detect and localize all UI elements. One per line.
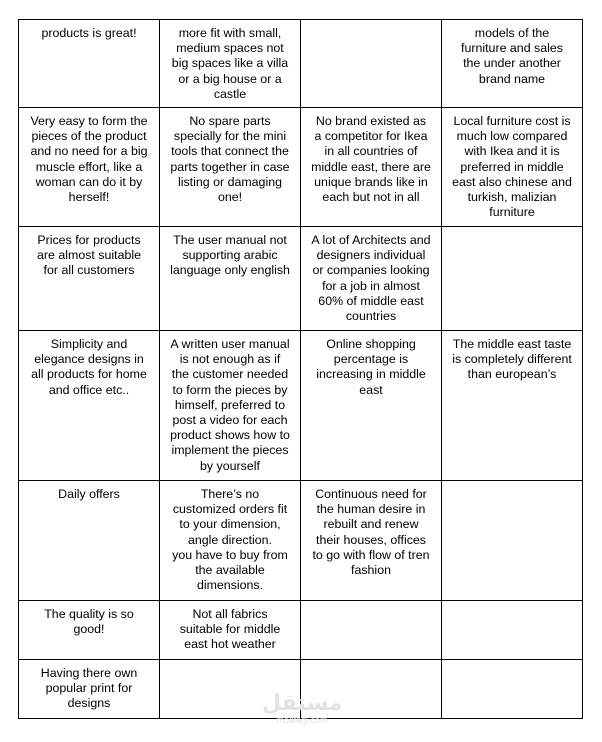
watermark-arabic: مستقل xyxy=(262,691,343,716)
table-cell: Simplicity and elegance designs in all products for home and office etc.. xyxy=(19,331,160,481)
table-cell xyxy=(301,601,442,660)
table-cell: Very easy to form the pieces of the product and no need for a big muscle effort, like a woman can do it by herself! xyxy=(19,108,160,227)
table-cell: Prices for products are almost suitable for all customers xyxy=(19,227,160,331)
table-cell: The middle east taste is completely different than european’s xyxy=(442,331,583,481)
table-cell xyxy=(442,601,583,660)
swot-table xyxy=(18,19,583,719)
table-row xyxy=(19,108,583,227)
table-cell: Having there own popular print for designs xyxy=(19,660,160,719)
table-row xyxy=(19,331,583,481)
table-cell xyxy=(442,660,583,719)
watermark-latin: mostaql.com xyxy=(276,715,328,725)
table-cell: Continuous need for the human desire in rebuilt and renew their houses, offices to go with flow of tren fashion xyxy=(301,481,442,601)
table-cell: A written user manual is not enough as if the customer needed to form the pieces by himself, preferred to post a video for each product shows how to implement the pieces by yourself xyxy=(160,331,301,481)
table-cell: Daily offers xyxy=(19,481,160,601)
table-cell: Online shopping percentage is increasing in middle east xyxy=(301,331,442,481)
table-cell: There’s no customized orders fit to your dimension, angle direction. you have to buy from the available dimensions. xyxy=(160,481,301,601)
table-cell: more fit with small, medium spaces not big spaces like a villa or a big house or a castle xyxy=(160,20,301,108)
table-cell xyxy=(442,481,583,601)
table-cell xyxy=(301,20,442,108)
table-row xyxy=(19,601,583,660)
table-cell: No spare parts specially for the mini tools that connect the parts together in case listing or damaging one! xyxy=(160,108,301,227)
table-cell: The user manual not supporting arabic language only english xyxy=(160,227,301,331)
table-row xyxy=(19,481,583,601)
table-cell: No brand existed as a competitor for Ikea in all countries of middle east, there are unique brands like in each but not in all xyxy=(301,108,442,227)
table-cell: models of the furniture and sales the under another brand name xyxy=(442,20,583,108)
table-cell: Local furniture cost is much low compared with Ikea and it is preferred in middle east also chinese and turkish, malizian furniture xyxy=(442,108,583,227)
watermark-logo xyxy=(262,693,342,725)
table-row xyxy=(19,20,583,108)
table-cell: products is great! xyxy=(19,20,160,108)
table-row xyxy=(19,227,583,331)
table-cell: A lot of Architects and designers individual or companies looking for a job in almost 60% of middle east countries xyxy=(301,227,442,331)
table-cell: The quality is so good! xyxy=(19,601,160,660)
table-cell: Not all fabrics suitable for middle east hot weather xyxy=(160,601,301,660)
table-cell xyxy=(442,227,583,331)
